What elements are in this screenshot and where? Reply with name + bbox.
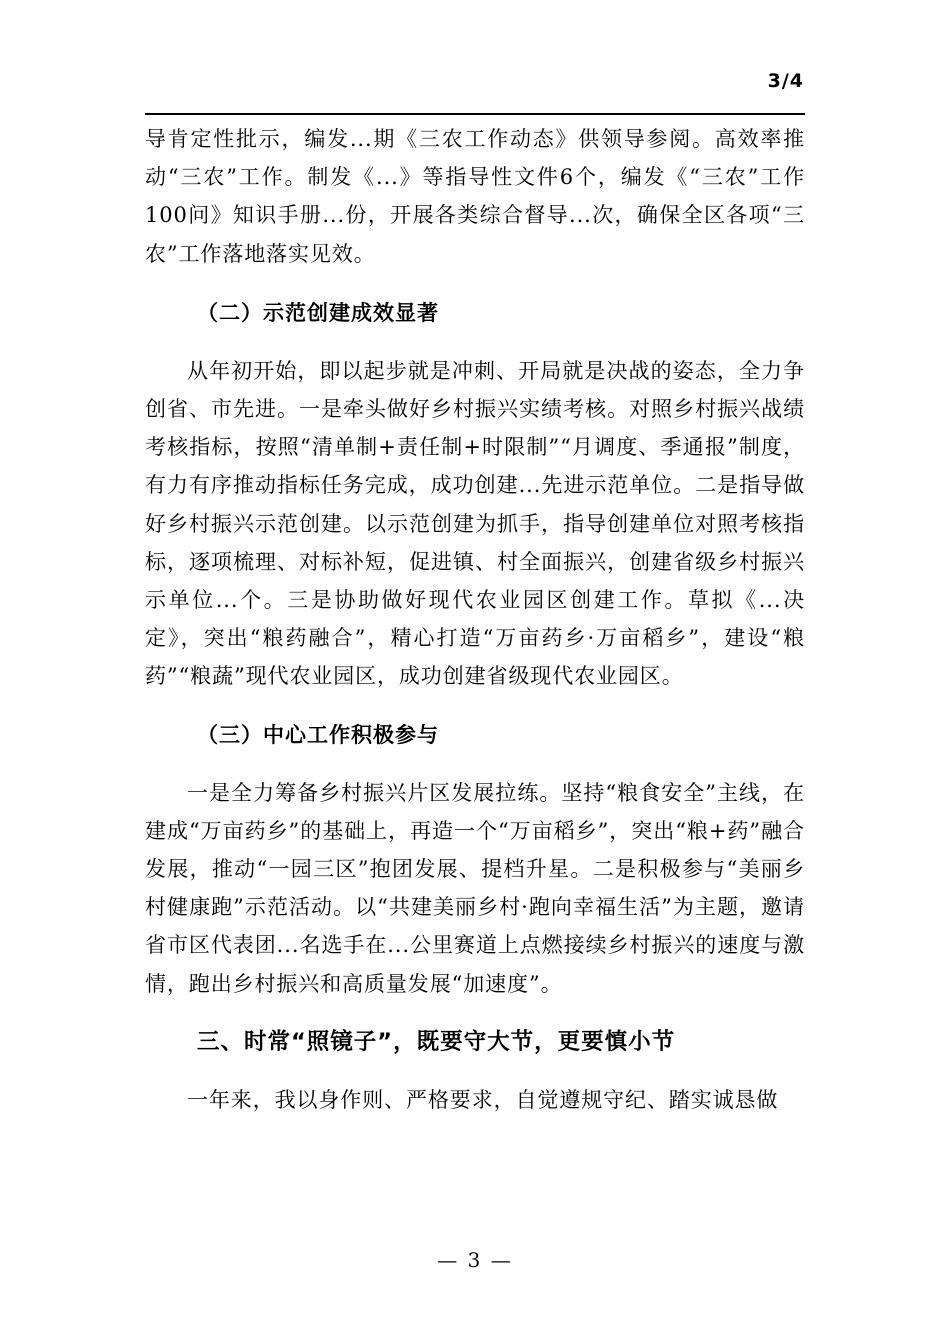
sub-heading-central-work: （三）中心工作积极参与	[197, 722, 439, 747]
paragraph-continuation: 导肯定性批示，编发...期《三农工作动态》供领导参阅。高效率推动“三农”工作。制发《...》等指导性文件6个，编发《“三农”工作100问》知识手册...份，开展各类综合督导...次，确保全区各项“三农”工作落地落实见效。	[145, 127, 805, 266]
paragraph-demonstration: 从年初开始，即以起步就是冲刺、开局就是决战的姿态，全力争创省、市先进。一是牵头做好乡村振兴实绩考核。对照乡村振兴战绩考核指标，按照“清单制+责任制+时限制”“月调度、季通报”制度，有力有序推动指标任务完成，成功创建...先进示范单位。二是指导做好乡村振兴示范创建。以示范创建为抓手，指导创建单位对照考核指标，逐项梳理、对标补短，促进镇、村全面振兴，创建省级乡村振兴示单位...个。三是协助做好现代农业园区创建工作。草拟《...决定》，突出“粮药融合”，精心打造“万亩药乡·万亩稻乡”，建设“粮药”“粮蔬”现代农业园区，成功创建省级现代农业园区。	[145, 358, 805, 689]
document-body	[145, 120, 805, 1119]
paragraph-central-work: 一是全力筹备乡村振兴片区发展拉练。坚持“粮食安全”主线，在建成“万亩药乡”的基础上，再造一个“万亩稻乡”，突出“粮+药”融合发展，推动“一园三区”抱团发展、提档升星。二是积极参与“美丽乡村健康跑”示范活动。以“共建美丽乡村·跑向幸福生活”为主题，邀请省市区代表团...名选手在...公里赛道上点燃接续乡村振兴的速度与激情，跑出乡村振兴和高质量发展“加速度”。	[145, 780, 805, 996]
section-heading: 三、时常“照镜子”，既要守大节，更要慎小节	[197, 1028, 676, 1055]
sub-heading-demonstration: （二）示范创建成效显著	[197, 300, 439, 325]
header-rule	[145, 113, 805, 115]
paragraph-self-discipline: 一年来，我以身作则、严格要求，自觉遵规守纪、踏实诚恳做	[187, 1087, 779, 1112]
page-footer-number: — 3 —	[437, 1248, 513, 1272]
page-indicator: 3/4	[767, 70, 804, 92]
